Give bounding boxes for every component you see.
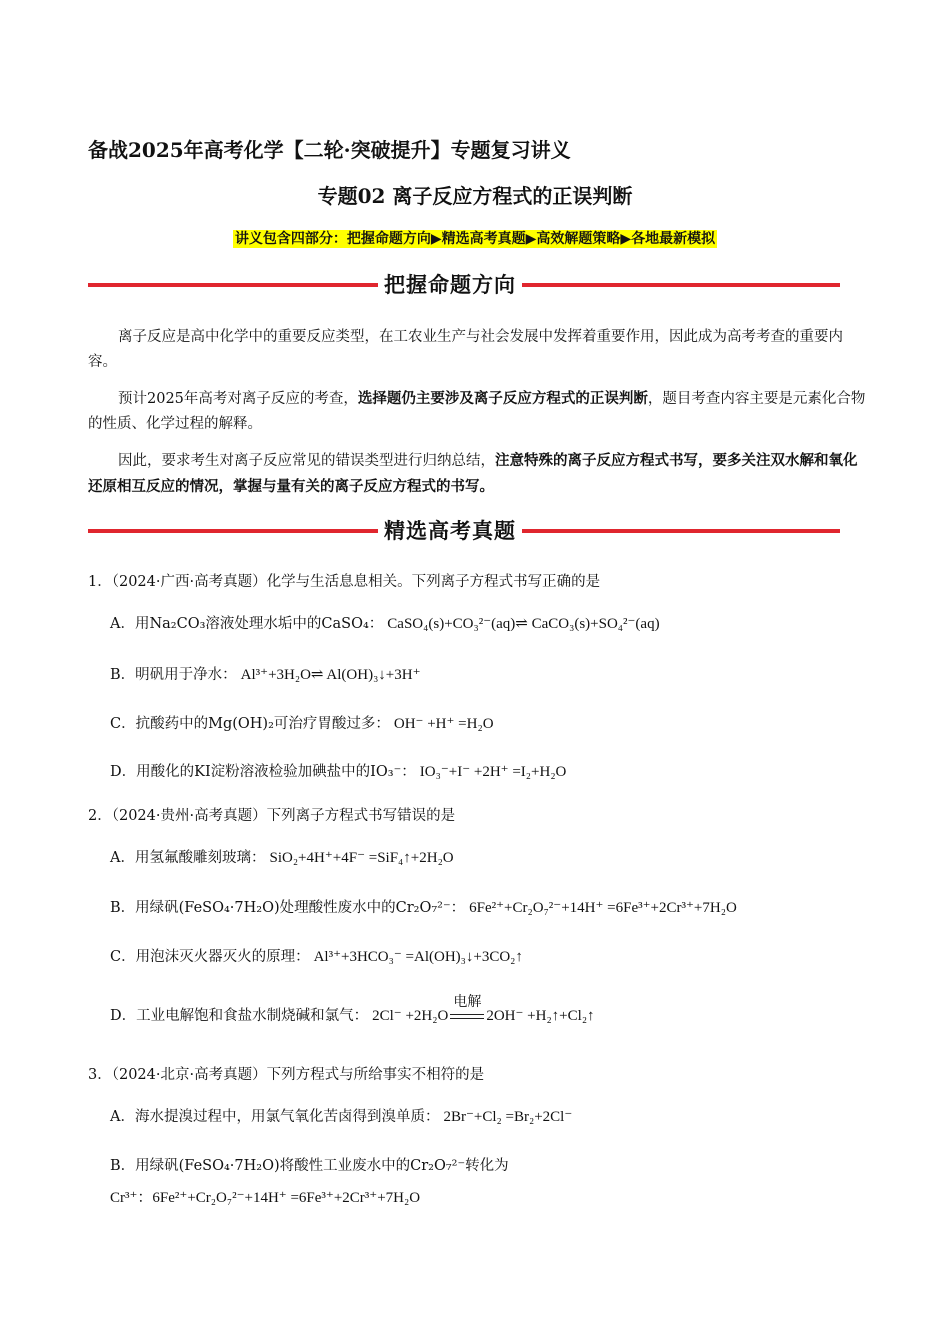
outline-highlight: 讲义包含四部分：把握命题方向▶精选高考真题▶高效解题策略▶各地最新模拟 (234, 231, 716, 247)
option-text: B．明矾用于净水： (110, 667, 237, 683)
option-text: C．用泡沫灭火器灭火的原理： (110, 949, 310, 965)
paragraph-intro: 离子反应是高中化学中的重要反应类型，在工农业生产与社会发展中发挥着重要作用，因此成为高考考查的重要内容。 (88, 329, 843, 370)
option-3b: B．用绿矾(FeSO₄·7H₂O)将酸性工业废水中的Cr₂O₇²⁻转化为 (110, 1158, 509, 1174)
topic-title: 专题02 离子反应方程式的正误判断 (317, 184, 633, 208)
section-divider-direction (88, 268, 840, 302)
option-3b-equation: Cr³⁺：6Fe²⁺+Cr₂O₇²⁻+14H⁺ =6Fe³⁺+2Cr³⁺+7H₂O (110, 1190, 421, 1206)
condition-double-line (450, 1014, 484, 1019)
option-3a (110, 1105, 572, 1126)
equation: 2OH⁻ +H₂↑+Cl₂↑ (486, 1008, 595, 1024)
option-text: D．用酸化的KI淀粉溶液检验加碘盐中的IO₃⁻： (110, 764, 416, 780)
option-2c (110, 945, 523, 966)
equation: Al³⁺+3HCO₃⁻ =Al(OH)₃↓+3CO₂↑ (313, 949, 523, 965)
section-heading: 把握命题方向 (378, 268, 522, 302)
equation: IO₃⁻+I⁻ +2H⁺ =I₂+H₂O (419, 764, 567, 780)
text-emphasis: 选择题仍主要涉及离子反应方程式的正误判断 (357, 390, 648, 407)
section-divider-exams (88, 514, 840, 548)
option-2b (110, 896, 737, 917)
option-text: C．抗酸药中的Mg(OH)₂可治疗胃酸过多： (110, 716, 390, 732)
equation: Al³⁺+3H₂O⇌ Al(OH)₃↓+3H⁺ (240, 667, 421, 683)
equation: 6Fe²⁺+Cr₂O₇²⁻+14H⁺ =6Fe³⁺+2Cr³⁺+7H₂O (469, 900, 737, 916)
question-2: 2．（2024·贵州·高考真题）下列离子方程式书写错误的是 (88, 808, 456, 824)
equation: 2Br⁻+Cl₂ =Br₂+2Cl⁻ (443, 1109, 573, 1125)
paragraph-advice (88, 448, 866, 500)
option-1a (110, 612, 660, 633)
option-2a (110, 846, 454, 867)
question-1: 1．（2024·广西·高考真题）化学与生活息息相关。下列离子方程式书写正确的是 (88, 574, 601, 590)
paragraph-forecast (88, 386, 866, 437)
equation: CaSO₄(s)+CO₃²⁻(aq)⇌ CaCO₃(s)+SO₄²⁻(aq) (387, 616, 660, 632)
question-3: 3．（2024·北京·高考真题）下列方程式与所给事实不相符的是 (88, 1067, 485, 1083)
equation: 2Cl⁻ +2H₂O (372, 1008, 449, 1024)
text-run: ，题目考查内容主要是元素化合物的性质、化学过程的解释。 (88, 391, 866, 432)
text-emphasis: 注意特殊的离子反应方程式书写，要多关注双水解和氧化还原相互反应的情况，掌握与量有关的离子反应方程式的书写。 (88, 452, 858, 495)
text-run: 因此，要求考生对离子反应常见的错误类型进行归纳总结， (118, 453, 495, 469)
option-text: D．工业电解饱和食盐水制烧碱和氯气： (110, 1008, 369, 1024)
section-heading: 精选高考真题 (378, 514, 522, 548)
condition-label: 电解 (453, 994, 482, 1010)
equation: OH⁻ +H⁺ =H₂O (393, 716, 494, 732)
option-1c (110, 712, 494, 733)
electrolysis-condition (448, 994, 486, 1025)
option-text: A．用氢氟酸雕刻玻璃： (110, 850, 266, 866)
option-text: A．用Na₂CO₃溶液处理水垢中的CaSO₄： (110, 616, 384, 632)
option-2d (110, 994, 595, 1025)
option-1d (110, 760, 566, 781)
option-text: A．海水提溴过程中，用氯气氧化苦卤得到溴单质： (110, 1109, 440, 1125)
outline-banner (0, 228, 950, 248)
option-1b (110, 663, 421, 684)
option-text: B．用绿矾(FeSO₄·7H₂O)处理酸性废水中的Cr₂O₇²⁻： (110, 900, 466, 916)
doc-title: 备战2025年高考化学【二轮·突破提升】专题复习讲义 (88, 138, 571, 162)
text-run: 预计2025年高考对离子反应的考查， (118, 391, 358, 407)
equation: SiO₂+4H⁺+4F⁻ =SiF₄↑+2H₂O (269, 850, 454, 866)
